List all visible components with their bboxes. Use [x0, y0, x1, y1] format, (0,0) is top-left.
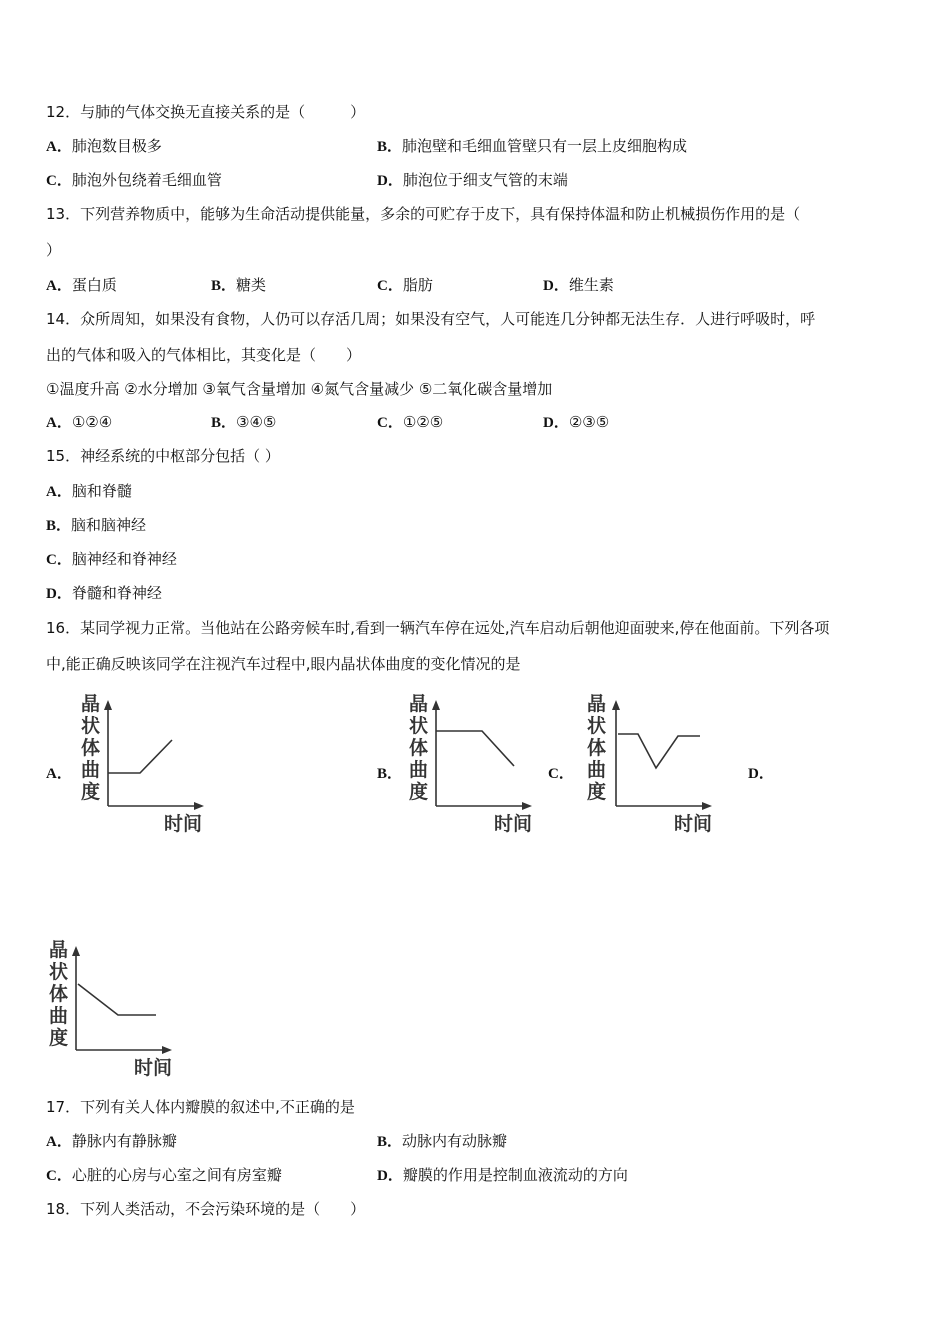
q12-option-b: B．肺泡壁和毛细血管壁只有一层上皮细胞构成: [377, 137, 688, 155]
graph-a-ylabel: [81, 693, 100, 803]
graph-c-ylabel-char: 曲: [587, 759, 607, 781]
graph-c-ylabel-char: 晶: [587, 693, 607, 715]
q17-option-b: B．动脉内有动脉瓣: [377, 1132, 508, 1150]
graph-b-xlabel: 时间: [494, 813, 533, 835]
q17-option-d: D．瓣膜的作用是控制血液流动的方向: [377, 1166, 628, 1184]
q14-option-b: B．③④⑤: [211, 413, 277, 431]
q13-option-c: C．脂肪: [377, 276, 433, 294]
graph-a-label: A．: [46, 766, 72, 782]
graph-b-curve: [436, 731, 514, 766]
graph-c-ylabel-char: 状: [587, 715, 607, 737]
q14-items: ①温度升高 ②水分增加 ③氧气含量增加 ④氮气含量减少 ⑤二氧化碳含量增加: [46, 380, 553, 398]
graph-a-y-arrow: [104, 700, 112, 710]
graph-c-xlabel: 时间: [674, 813, 713, 835]
graph-b-ylabel-char: 度: [409, 781, 429, 803]
graph-a-curve: [108, 740, 172, 773]
graph-d-ylabel: [49, 939, 68, 1049]
q14-option-a: A．①②④: [46, 413, 113, 431]
q12-stem: 12．与肺的气体交换无直接关系的是（ ）: [46, 103, 366, 121]
graph-b-ylabel-char: 晶: [409, 693, 429, 715]
graph-a-xlabel: 时间: [164, 813, 203, 835]
graph-d-label: D．: [748, 766, 774, 782]
graph-c-x-arrow: [702, 802, 712, 810]
q12-option-a: A．肺泡数目极多: [46, 137, 162, 155]
q14-option-c: C．①②⑤: [377, 413, 444, 431]
q12-option-c: C．肺泡外包绕着毛细血管: [46, 171, 222, 189]
graph-a-ylabel-char: 体: [81, 737, 101, 759]
q16-stem-line1: 16．某同学视力正常。当他站在公路旁候车时,看到一辆汽车停在远处,汽车启动后朝他迎面驶来,停在他面前。下列各项: [46, 619, 830, 637]
q15-option-d: D．脊髓和脊神经: [46, 584, 162, 602]
graph-d-curve: [78, 984, 156, 1015]
graph-d-ylabel-char: 体: [49, 983, 69, 1005]
q15-option-c: C．脑神经和脊神经: [46, 550, 177, 568]
graph-d-ylabel-char: 曲: [49, 1005, 69, 1027]
graph-d-ylabel-char: 晶: [49, 939, 69, 961]
graph-c-ylabel-char: 体: [587, 737, 607, 759]
q15-option-a: A．脑和脊髓: [46, 482, 132, 500]
graph-b-ylabel-char: 曲: [409, 759, 429, 781]
graph-d-ylabel-char: 状: [49, 961, 69, 983]
graph-c-ylabel-char: 度: [587, 781, 607, 803]
q18-stem: 18．下列人类活动，不会污染环境的是（ ）: [46, 1200, 366, 1218]
graph-d-xlabel: 时间: [134, 1057, 173, 1079]
q13-option-a: A．蛋白质: [46, 276, 117, 294]
graph-d-x-arrow: [162, 1046, 172, 1054]
q13-option-b: B．糖类: [211, 276, 267, 294]
graph-c: [582, 690, 722, 840]
q13-stem-line2: ）: [46, 241, 62, 259]
graph-a-ylabel-char: 状: [81, 715, 101, 737]
q13-stem-line1: 13．下列营养物质中，能够为生命活动提供能量，多余的可贮存于皮下，具有保持体温和防止机械损伤作用的是（: [46, 205, 801, 223]
graph-c-label: C．: [548, 766, 574, 782]
graph-b-ylabel: [409, 693, 428, 803]
graph-a: [76, 690, 216, 840]
graph-d-ylabel-char: 度: [49, 1027, 69, 1049]
graph-c-y-arrow: [612, 700, 620, 710]
q13-option-d: D．维生素: [543, 276, 614, 294]
graph-d-y-arrow: [72, 946, 80, 956]
graph-c-curve: [618, 734, 700, 768]
q16-stem-line2: 中,能正确反映该同学在注视汽车过程中,眼内晶状体曲度的变化情况的是: [46, 655, 521, 673]
graph-a-x-arrow: [194, 802, 204, 810]
graph-b-x-arrow: [522, 802, 532, 810]
q15-option-b: B．脑和脑神经: [46, 516, 147, 534]
graph-a-ylabel-char: 曲: [81, 759, 101, 781]
graph-b: [404, 690, 544, 840]
q17-option-a: A．静脉内有静脉瓣: [46, 1132, 177, 1150]
q12-option-d: D．肺泡位于细支气管的末端: [377, 171, 568, 189]
q17-stem: 17．下列有关人体内瓣膜的叙述中,不正确的是: [46, 1098, 355, 1116]
graph-c-ylabel: [587, 693, 606, 803]
q14-option-d: D．②③⑤: [543, 413, 610, 431]
graph-a-ylabel-char: 度: [81, 781, 101, 803]
q14-stem-line1: 14．众所周知，如果没有食物，人仍可以存活几周；如果没有空气，人可能连几分钟都无法生存．人进行呼吸时，呼: [46, 310, 816, 328]
q17-option-c: C．心脏的心房与心室之间有房室瓣: [46, 1166, 282, 1184]
graph-a-ylabel-char: 晶: [81, 693, 101, 715]
graph-b-label: B．: [377, 766, 403, 782]
q15-stem: 15．神经系统的中枢部分包括（ ）: [46, 447, 280, 465]
graph-d: [44, 936, 184, 1086]
q14-stem-line2: 出的气体和吸入的气体相比，其变化是（ ）: [46, 346, 362, 364]
graph-b-y-arrow: [432, 700, 440, 710]
graph-b-ylabel-char: 体: [409, 737, 429, 759]
graph-b-ylabel-char: 状: [409, 715, 429, 737]
